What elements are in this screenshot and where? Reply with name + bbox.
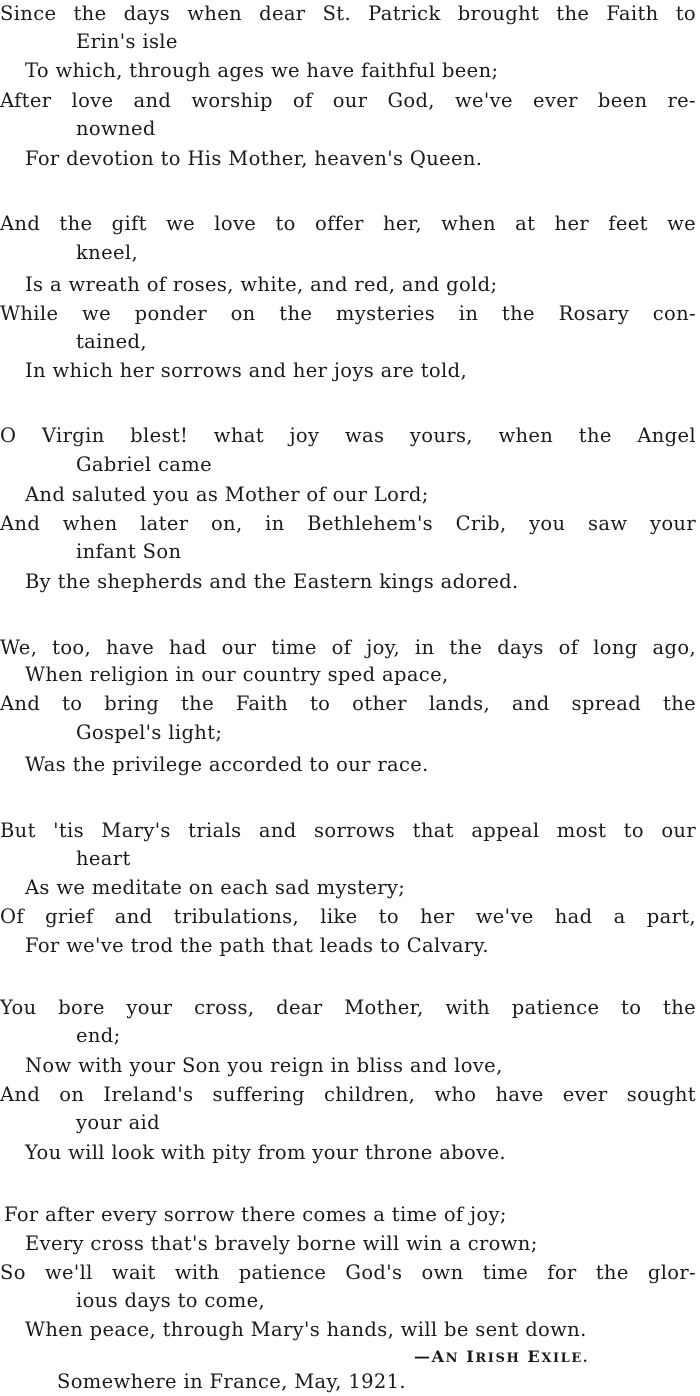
- signature-rest: RISH: [475, 1351, 521, 1366]
- poem-line: Erin's isle: [76, 30, 178, 53]
- signature-rest: N: [445, 1351, 460, 1366]
- poem-line: And saluted you as Mother of our Lord;: [25, 483, 429, 506]
- poem-line: For after every sorrow there comes a time of joy;: [4, 1203, 507, 1226]
- poem-line: Was the privilege accorded to our race.: [25, 753, 429, 776]
- poem-line: And when later on, in Bethlehem's Crib, you saw your: [0, 512, 696, 535]
- poem-line: To which, through ages we have faithful been;: [25, 59, 499, 82]
- poem-line: As we meditate on each sad mystery;: [25, 876, 406, 899]
- poem-line: Gospel's light;: [76, 721, 223, 744]
- signature-initial: I: [466, 1347, 476, 1366]
- signature-rest: XILE.: [541, 1351, 590, 1366]
- signature-initial: E: [527, 1347, 542, 1366]
- poem-line: Since the days when dear St. Patrick brought the Faith to: [0, 2, 696, 25]
- signature-initial: A: [431, 1347, 446, 1366]
- poem-line: Now with your Son you reign in bliss and love,: [25, 1054, 503, 1077]
- poem-line: And on Ireland's suffering children, who have ever sought: [0, 1083, 696, 1106]
- poem-line: When peace, through Mary's hands, will be sent down.: [25, 1318, 587, 1341]
- author-signature: [414, 1345, 589, 1371]
- poem-line: nowned: [76, 117, 156, 140]
- poem-line: your aid: [76, 1111, 160, 1134]
- poem-line: So we'll wait with patience God's own time for the glor-: [0, 1261, 696, 1284]
- poem-line: And to bring the Faith to other lands, and spread the: [0, 692, 696, 715]
- poem-line: While we ponder on the mysteries in the Rosary con-: [0, 302, 696, 325]
- poem-line: kneel,: [76, 241, 138, 264]
- poem-line: ious days to come,: [76, 1289, 266, 1312]
- poem-line: infant Son: [76, 540, 182, 563]
- poem-line: You bore your cross, dear Mother, with patience to the: [0, 996, 696, 1019]
- poem-line: O Virgin blest! what joy was yours, when the Angel: [0, 424, 696, 447]
- poem-line: You will look with pity from your throne above.: [25, 1141, 506, 1164]
- poem-line: When religion in our country sped apace,: [25, 663, 449, 686]
- poem-line: For we've trod the path that leads to Calvary.: [25, 934, 489, 957]
- poem-line: And the gift we love to offer her, when at her feet we: [0, 212, 696, 235]
- poem-line: Of grief and tribulations, like to her we've had a part,: [0, 905, 696, 928]
- signature-dash: —: [414, 1347, 432, 1366]
- dateline: Somewhere in France, May, 1921.: [57, 1370, 406, 1393]
- poem-line: end;: [76, 1024, 121, 1047]
- poem-line: We, too, have had our time of joy, in the days of long ago,: [0, 636, 696, 659]
- poem-line: heart: [76, 847, 131, 870]
- poem-line: Gabriel came: [76, 453, 212, 476]
- poem-line: In which her sorrows and her joys are told,: [25, 359, 467, 382]
- poem-line: But 'tis Mary's trials and sorrows that appeal most to our: [0, 819, 696, 842]
- poem-line: Is a wreath of roses, white, and red, and gold;: [25, 273, 498, 296]
- poem-line: tained,: [76, 330, 147, 353]
- poem-line: By the shepherds and the Eastern kings adored.: [25, 570, 519, 593]
- poem-line: For devotion to His Mother, heaven's Queen.: [25, 147, 483, 170]
- poem-line: Every cross that's bravely borne will win a crown;: [25, 1232, 538, 1255]
- poem-line: After love and worship of our God, we've ever been re-: [0, 89, 696, 112]
